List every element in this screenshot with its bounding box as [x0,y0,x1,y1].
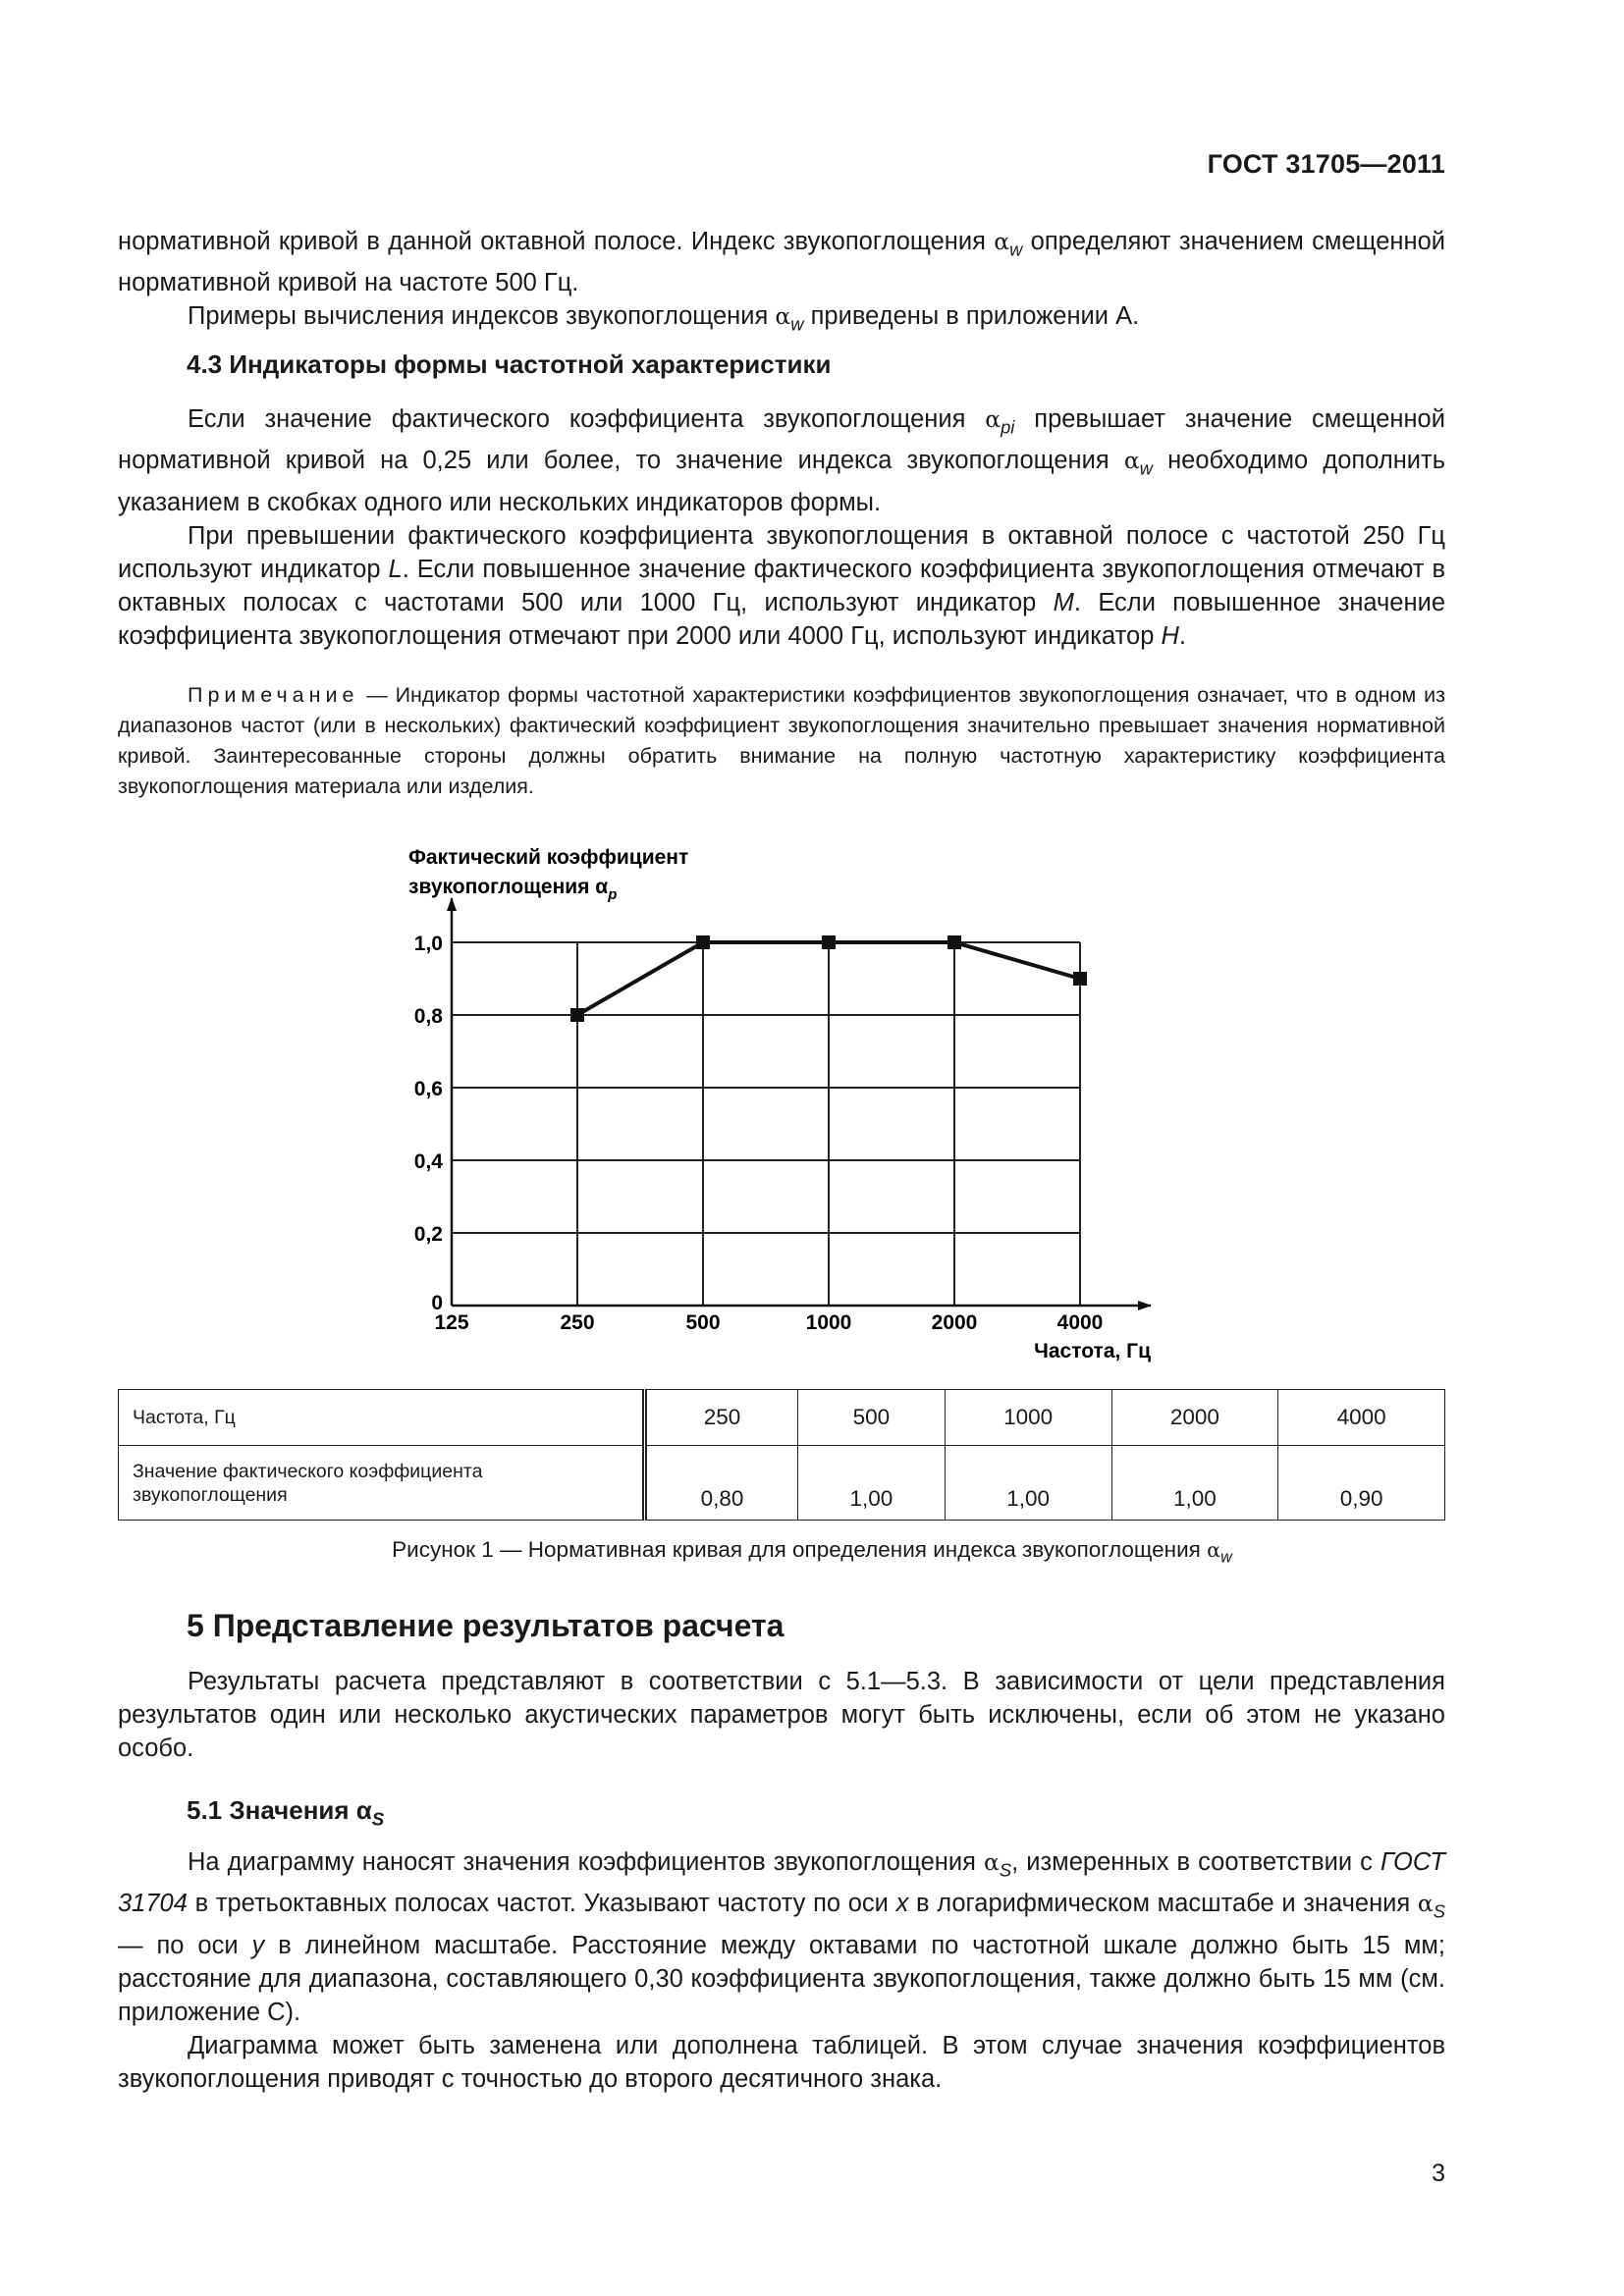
table-cell: 0,90 [1278,1446,1445,1521]
paragraph: Диаграмма может быть заменена или дополнена таблицей. В этом случае значения коэффициентов звукопоглощения приводят с точностью до второго десятичного знака. [118,2031,1445,2093]
paragraph: Результаты расчета представляют в соответствии с 5.1—5.3. В зависимости от цели представления результатов один или несколько акустических параметров могут быть исключены, если об этом не указано особо. [118,1668,1445,1762]
data-point [696,935,710,949]
x-tick-labels [434,1311,1103,1334]
table-cell: 1,00 [945,1446,1111,1521]
row-label: Значение фактического коэффициента звукопоглощения [119,1446,645,1521]
section-heading-5: 5 Представление результатов расчета [187,1608,785,1643]
section-5-1-body [118,1845,1445,2096]
chart-xlabel: Частота, Гц [1034,1340,1151,1362]
y-tick-labels [414,933,444,1314]
document-id: ГОСТ 31705—2011 [1207,149,1445,179]
section-heading-5-1: 5.1 Значения $\alpha_S$ [187,1795,385,1830]
table-cell: 1,00 [798,1446,946,1521]
x-tick-label: 250 [560,1311,595,1334]
frequency-table [118,1389,1445,1521]
y-tick-label: 0,4 [413,1150,443,1173]
chart-grid [452,942,1080,1306]
table-row [119,1390,1445,1446]
section-5-body [118,1665,1445,1765]
x-tick-label: 2000 [931,1311,978,1334]
paragraph: При превышении фактического коэффициента звукопоглощения в октавной полосе с частотой 250 Гц используют индикатор L. Если повышенное значение фактического коэффициента звукопоглощения отмечают в октавных полосах с частотами 500 или 1000 Гц, используют индикатор M. Если повышенное значение коэффициента звукопоглощения отмечают при 2000 или 4000 Гц, используют индикатор H. [118,521,1445,650]
chart-ylabel-line2: звукопоглощения $\alpha_p$ [408,876,618,903]
note-label: Примечание [188,683,359,707]
table-row [119,1446,1445,1521]
table-cell: 500 [798,1390,946,1446]
y-tick-label: 1,0 [413,933,443,955]
x-tick-label: 4000 [1056,1311,1104,1334]
note: Примечание — Индикатор формы частотной характеристики коэффициентов звукопоглощения означает, что в одном из диапазонов частот (или в нескольких) фактический коэффициент звукопоглощения значительно превышает значения нормативной кривой. Заинтересованные стороны должны обратить внимание на полную частотную характеристику коэффициента звукопоглощения материала или изделия. [118,683,1445,798]
chart-ylabel-line1: Фактический коэффициент [408,846,689,869]
table-cell: 1000 [945,1390,1111,1446]
y-tick-label: 0,2 [413,1223,443,1246]
paragraph: На диаграмму наносят значения коэффициентов звукопоглощения $\alpha_S$, измеренных в соответствии с ГОСТ 31704 в третьоктавных полосах частот. Указывают частоту по оси x в логарифмическом масштабе и значения $\alpha_S$ — по оси y в линейном масштабе. Расстояние между октавами по частотной шкале должно быть 15 мм; расстояние для диапазона, составляющего 0,30 коэффициента звукопоглощения, также должно быть 15 мм (см. приложение С). [118,1848,1446,2026]
data-point [1073,972,1087,986]
x-tick-label: 1000 [805,1311,852,1334]
paragraph: нормативной кривой в данной октавной полосе. Индекс звукопоглощения $\alpha_w$ определяют значением смещенной нормативной кривой на частоте 500 Гц. [118,228,1446,297]
x-tick-label: 125 [434,1311,469,1334]
page-number: 3 [1432,2160,1445,2187]
y-tick-label: 0,8 [413,1005,443,1028]
y-tick-label: 0 [431,1292,443,1314]
row-label: Частота, Гц [119,1390,645,1446]
table-cell: 1,00 [1111,1446,1278,1521]
data-point [822,935,836,949]
data-point [947,935,961,949]
paragraph: Примеры вычисления индексов звукопоглощения $\alpha_w$ приведены в приложении А. [188,302,1140,335]
table-cell: 2000 [1111,1390,1278,1446]
paragraph: Если значение фактического коэффициента звукопоглощения $\alpha_{pi}$ превышает значение смещенной нормативной кривой на 0,25 или более, то значение индекса звукопоглощения $\alpha_w$ необходимо дополнить указанием в скобках одного или нескольких индикаторов формы. [118,405,1445,516]
data-point [570,1008,584,1022]
table-cell: 250 [645,1390,798,1446]
y-tick-label: 0,6 [413,1078,443,1100]
figure-caption: Рисунок 1 — Нормативная кривая для определения индекса звукопоглощения $\alpha_w$ [392,1537,1232,1567]
section-heading-4-3: 4.3 Индикаторы формы частотной характеристики [187,349,832,379]
table-cell: 0,80 [645,1446,798,1521]
table-cell: 4000 [1278,1390,1445,1446]
x-tick-label: 500 [685,1311,721,1334]
